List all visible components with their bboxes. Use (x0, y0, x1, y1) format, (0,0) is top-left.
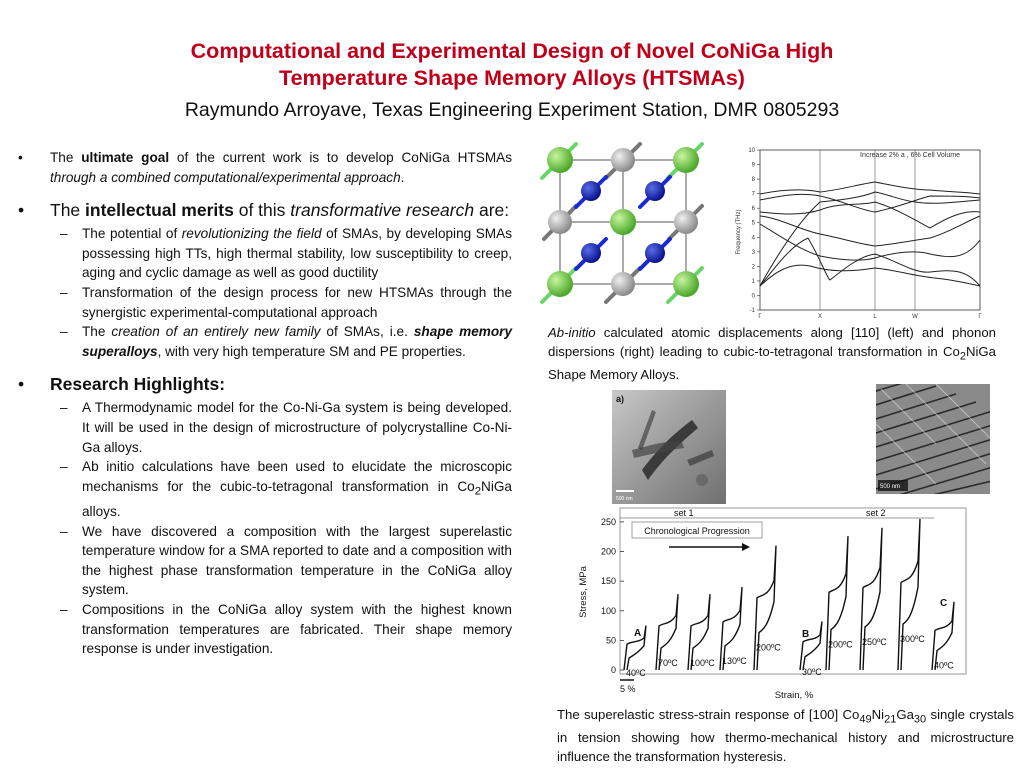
phonon-ylabel: Frequency (THz) (736, 209, 742, 255)
curve-labels (626, 634, 954, 678)
text: NiGa alloys. (82, 478, 512, 520)
page-subtitle: Raymundo Arroyave, Texas Engineering Experiment Station, DMR 0805293 (184, 99, 840, 121)
y-ticks (601, 517, 624, 675)
merit-item (50, 224, 512, 283)
x-axis-label: Strain, % (774, 690, 814, 701)
curve-temperature-label: 40ºC (934, 660, 954, 671)
subscript: 49 (859, 713, 872, 726)
dash-icon: – (60, 324, 68, 340)
y-tick-label: 3 (751, 249, 755, 256)
set-label: set 2 (866, 508, 886, 518)
x-tick-label: Γ (758, 314, 762, 320)
text-italic: creation of an entirely new family (111, 324, 321, 340)
text-italic: transformative research (290, 200, 475, 221)
dash-icon: – (60, 226, 68, 242)
text-italic: revolutionizing the field (181, 226, 322, 242)
text: Compositions in the CoNiGa alloy system with the highest known transformation temperatures are fabricated. Their shape memory response is under investigation. (82, 602, 512, 657)
text: Ab initio calculations have been used to elucidate the microscopic mechanisms for the cubic-to-tetragonal transformation in Co (82, 459, 512, 494)
text-bold: intellectual merits (85, 200, 234, 221)
y-tick-label: 9 (751, 162, 755, 169)
set-label: set 1 (674, 508, 694, 518)
text: single crystals in tension showing how thermo-mechanical history and microstructure influence the transformation hysteresis. (557, 707, 1014, 764)
stress-strain-curves (624, 519, 954, 670)
text: of this (233, 200, 291, 221)
phonon-branch (760, 265, 980, 286)
stress-strain-curve (898, 519, 920, 670)
text: The (82, 324, 112, 340)
text: Transformation of the design process for new HTSMAs through the synergistic experimental-computational approach (82, 284, 512, 320)
highlight-item (50, 457, 512, 522)
curve-temperature-label: 40ºC (626, 668, 646, 679)
y-tick-label: 7 (751, 191, 755, 198)
bullet-ultimate-goal (12, 148, 512, 187)
tem-micrograph-right (876, 384, 990, 494)
micrograph-label: a) (616, 394, 625, 404)
phonon-frame (760, 150, 980, 310)
phonon-branch (760, 192, 980, 286)
phonon-annotation: Increase 2% a , 6% Cell Volume (860, 152, 960, 159)
curve-temperature-label: 30ºC (802, 666, 822, 677)
highlight-item (50, 600, 512, 659)
text: calculated atomic displacements along [110] (left) and phonon dispersions (right) leading to cubic-to-tetragonal transformation in Co (548, 325, 996, 359)
stress-strain-chart (574, 500, 974, 702)
x-tick-label: Γ (978, 314, 982, 320)
dash-icon: – (60, 284, 68, 300)
title-line-1: Computational and Experimental Design of Novel CoNiGa High (190, 39, 834, 63)
scale-bar (616, 490, 634, 492)
micrograph-scale: 500 nm (880, 484, 901, 490)
x-tick-label: X (817, 314, 823, 320)
text: The potential of (82, 226, 182, 242)
phonon-branch (760, 182, 980, 194)
text: of SMAs, by developing SMAs possessing high TTs, high thermal stability, low susceptibility to creep, aging and cyclic damage as well as good ductility (82, 226, 512, 281)
progression-label: Chronological Progression (644, 526, 750, 536)
crystal-structure-figure (536, 142, 716, 312)
curve-temperature-label: 130ºC (722, 655, 747, 666)
stress-strain-curve (826, 536, 848, 670)
marker-label: C (940, 598, 948, 609)
x-tick-label: W (912, 314, 918, 320)
highlight-item (50, 398, 512, 457)
bullet-dot-icon: • (18, 374, 25, 395)
y-tick-label: 150 (600, 576, 616, 587)
marker-label: A (634, 628, 642, 639)
curve-temperature-label: 200ºC (828, 639, 853, 650)
text: The (50, 150, 82, 165)
curve-temperature-label: 70ºC (658, 658, 678, 669)
text: The superelastic stress-strain response of [100] Co (557, 707, 860, 722)
y-tick-label: 8 (751, 177, 755, 184)
y-tick-label: 1 (751, 278, 755, 285)
y-tick-label: 0 (751, 293, 755, 300)
text: Ga (896, 707, 914, 722)
y-tick-label: 10 (748, 148, 755, 154)
subscript: 21 (884, 713, 897, 726)
text-bold: Research Highlights: (50, 374, 226, 395)
y-tick-label: 250 (600, 516, 616, 527)
y-tick-label: 6 (751, 206, 755, 213)
micrograph-scale: 500 nm (616, 496, 633, 502)
text-italic: through a combined computational/experimental approach (50, 169, 401, 185)
page-title (0, 38, 1024, 92)
title-line-2: Temperature Shape Memory Alloys (HTSMAs) (279, 66, 745, 90)
phonon-branch (760, 216, 980, 246)
text: We have discovered a composition with the largest superelastic temperature window for a SMA reported to date and a composition with the highest phase transformation temperature in the CoNiGa alloy system. (82, 523, 512, 598)
curve-temperature-label: 100ºC (690, 658, 715, 669)
y-tick-label: 4 (751, 235, 755, 242)
text: The (50, 200, 86, 221)
text: of the current work is to develop CoNiGa HTSMAs (169, 150, 513, 165)
bullet-dot-icon: • (18, 150, 23, 165)
x-tick-label: L (873, 314, 877, 320)
text: of SMAs, i.e. (320, 324, 414, 340)
merit-item (50, 322, 512, 361)
y-tick-label: 2 (751, 264, 755, 271)
y-tick-label: 100 (600, 605, 616, 616)
text: A Thermodynamic model for the Co-Ni-Ga system is being developed. It will be used in the design of microstructure of polycrystalline Co-Ni-Ga alloys. (82, 400, 512, 455)
dash-icon: – (60, 459, 68, 475)
tem-micrograph-left (612, 390, 726, 504)
bullet-research-highlights (12, 373, 512, 396)
text-bold-italic: shape memory superalloys (82, 324, 513, 359)
subscript: 2 (959, 350, 966, 363)
merits-sublist (12, 224, 512, 361)
dash-icon: – (60, 602, 68, 617)
y-tick-label: 200 (600, 546, 616, 557)
arrow-head-icon (742, 543, 750, 551)
y-tick-label: 50 (605, 635, 616, 646)
y-tick-label: 5 (751, 220, 755, 227)
bullet-intellectual-merits (12, 199, 512, 222)
dash-icon: – (60, 523, 68, 539)
phonon-dispersion-chart (730, 140, 998, 320)
y-axis-label: Stress, MPa (578, 566, 589, 618)
y-tick-label: 0 (610, 665, 616, 675)
stress-strain-curve (860, 528, 882, 670)
strain-scale-label: 5 % (620, 684, 636, 694)
text-italic: Ab-initio (548, 325, 596, 340)
caption-stress-strain (557, 706, 1014, 766)
merit-item (50, 283, 512, 322)
highlights-sublist (12, 398, 512, 658)
phonon-branch (760, 202, 980, 228)
phonon-axes (748, 148, 982, 320)
curve-temperature-label: 200ºC (756, 642, 781, 653)
dash-icon: – (60, 400, 68, 416)
y-tick-label: -1 (749, 308, 755, 314)
bullet-dot-icon: • (18, 200, 25, 221)
text: are: (474, 200, 510, 221)
marker-label: B (802, 629, 810, 640)
text: . (400, 169, 405, 185)
subscript: 2 (474, 485, 482, 498)
curve-temperature-label: 250ºC (862, 636, 887, 647)
bullet-list (12, 148, 512, 671)
text: NiGa Shape Memory Alloys. (548, 343, 996, 382)
curve-temperature-label: 300ºC (900, 633, 925, 644)
text: , with very high temperature SM and PE properties. (157, 343, 466, 359)
text-bold: ultimate goal (81, 150, 170, 165)
text: Ni (871, 707, 885, 722)
subscript: 30 (913, 713, 927, 726)
highlight-item (50, 522, 512, 600)
caption-atomic-displacements (548, 324, 996, 384)
phonon-branches (760, 182, 980, 286)
